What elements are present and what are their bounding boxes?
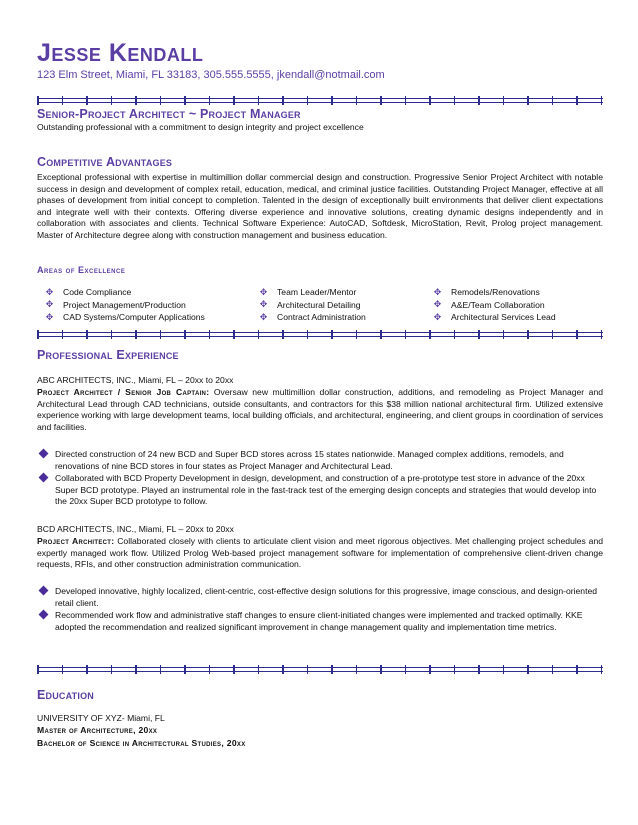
cross-ornament-icon: ✥ — [433, 299, 442, 310]
list-item: Directed construction of 24 new BCD and Super BCD stores across 15 states nationwide. Managed complex additions, remodels, and renovations of nine BCD stores in four states as Project Manager and Architectural Lead. — [37, 449, 603, 472]
diamond-bullet-icon — [39, 610, 49, 620]
rule-tick — [209, 96, 211, 105]
rule-tick — [552, 665, 554, 674]
education-degree-1: Master of Architecture, 20xx — [37, 725, 158, 735]
job-2-company: BCD ARCHITECTS, INC., Miami, FL – 20xx to 20xx — [37, 524, 234, 534]
rule-tick — [429, 96, 431, 105]
list-item: Recommended work flow and administrative staff changes to ensure client-initiated changes were implemented and tracked optimally. KKE adopted the recommendation and realized significant improvement in change management quality and implementation time metrics. — [37, 610, 603, 633]
area-item: ✥ Remodels/Renovations — [433, 286, 540, 298]
job-1-bullets — [37, 449, 603, 509]
rule-tick — [478, 665, 480, 674]
rule-tick — [233, 96, 235, 105]
rule-tick — [86, 96, 88, 105]
bottom-rule-ticks — [37, 665, 603, 675]
rule-tick — [576, 330, 578, 339]
rule-tick — [527, 96, 529, 105]
job-1-role: Project Architect / Senior Job Captain: — [37, 387, 210, 397]
rule-tick — [552, 96, 554, 105]
rule-tick — [331, 665, 333, 674]
rule-tick — [160, 96, 162, 105]
rule-tick — [307, 96, 309, 105]
areas-heading: Areas of Excellence — [37, 265, 126, 275]
rule-tick — [209, 665, 211, 674]
cross-ornament-icon: ✥ — [45, 299, 54, 310]
rule-tick — [307, 665, 309, 674]
rule-tick — [184, 665, 186, 674]
job-2-role: Project Architect: — [37, 536, 115, 546]
diamond-bullet-icon — [39, 586, 49, 596]
rule-tick — [576, 665, 578, 674]
rule-tick — [380, 96, 382, 105]
rule-tick — [576, 96, 578, 105]
advantages-heading: Competitive Advantages — [37, 155, 173, 169]
rule-tick — [86, 665, 88, 674]
rule-tick — [282, 665, 284, 674]
area-item: ✥ Team Leader/Mentor — [259, 286, 357, 298]
candidate-name: Jesse Kendall — [37, 39, 204, 67]
diamond-bullet-icon — [39, 473, 49, 483]
rule-tick — [331, 96, 333, 105]
rule-tick — [62, 330, 64, 339]
cross-ornament-icon: ✥ — [259, 311, 268, 322]
rule-tick — [503, 665, 505, 674]
cross-ornament-icon: ✥ — [259, 299, 268, 310]
rule-tick — [380, 665, 382, 674]
rule-tick — [356, 665, 358, 674]
cross-ornament-icon: ✥ — [45, 286, 54, 297]
area-item: ✥ Code Compliance — [45, 286, 132, 298]
rule-tick — [380, 330, 382, 339]
job-2-summary: Project Architect: Collaborated closely with clients to articulate client vision and meet rigorous objectives. Met challenging project schedules and expertly managed work flow. Utilized Prolog Web-based project management software for implementation of comprehensive client-driven change requests, RFIs, and other construction administration communication. — [37, 536, 604, 569]
rule-tick — [233, 665, 235, 674]
rule-tick — [356, 96, 358, 105]
rule-tick — [86, 330, 88, 339]
job-1-company: ABC ARCHITECTS, INC., Miami, FL – 20xx to 20xx — [37, 375, 234, 385]
rule-tick — [258, 96, 260, 105]
education-degree-2: Bachelor of Science in Architectural Studies, 20xx — [37, 738, 246, 748]
rule-tick — [37, 330, 39, 339]
list-item: Collaborated with BCD Property Development in design, development, and construction of a pre-prototype test store in advance of the 20xx Super BCD prototype. Played an instrumental role in the fast-track test of the emerging design concepts and strategies that would develop into the 20xx Super BCD prototype to follow. — [37, 473, 603, 508]
rule-tick — [356, 330, 358, 339]
rule-tick — [527, 665, 529, 674]
areas-column-3 — [433, 286, 556, 324]
area-item: ✥ Architectural Services Lead — [433, 311, 556, 323]
rule-tick — [62, 96, 64, 105]
rule-tick — [454, 330, 456, 339]
rule-tick — [405, 96, 407, 105]
rule-tick — [307, 330, 309, 339]
cross-ornament-icon: ✥ — [259, 286, 268, 297]
rule-tick — [37, 96, 39, 105]
advantages-body: Exceptional professional with expertise in multimillion dollar commercial design and construction. Progressive Senior Project Architect with notable success in design and development of complex retail, education, medical, and criminal justice facilities. Outstanding Project Manager, effective at all phases of development from initial concept to completion. Talented in the design of exceptionally built environments that deliver client expectations and integrate well with their contexts. Offering diverse experience and innovative solutions, creating dynamic designs independently and in collaboration with associates and clients. Technical Software Experience: AutoCAD, Softdesk, MicroStation, Revit, Prolog project management. Master of Architecture degree along with construction management and business education. — [37, 172, 603, 240]
rule-tick — [62, 665, 64, 674]
education-heading: Education — [37, 688, 94, 702]
rule-tick — [454, 96, 456, 105]
rule-tick — [454, 665, 456, 674]
rule-tick — [478, 96, 480, 105]
rule-tick — [601, 330, 603, 339]
area-item: ✥ A&E/Team Collaboration — [433, 299, 545, 310]
contact-line: 123 Elm Street, Miami, FL 33183, 305.555.5555, jkendall@notmail.com — [37, 69, 385, 81]
rule-tick — [258, 330, 260, 339]
rule-tick — [209, 330, 211, 339]
rule-tick — [258, 665, 260, 674]
job-2-bullets — [37, 586, 603, 634]
cross-ornament-icon: ✥ — [433, 311, 442, 322]
rule-tick — [282, 96, 284, 105]
areas-column-2 — [259, 286, 366, 324]
area-item: ✥ Project Management/Production — [45, 299, 186, 310]
rule-tick — [111, 96, 113, 105]
rule-tick — [429, 330, 431, 339]
area-item: ✥ CAD Systems/Computer Applications — [45, 311, 205, 323]
rule-tick — [503, 330, 505, 339]
diamond-bullet-icon — [39, 449, 49, 459]
rule-tick — [527, 330, 529, 339]
education-school: UNIVERSITY OF XYZ- Miami, FL — [37, 713, 165, 723]
cross-ornament-icon: ✥ — [45, 311, 54, 322]
rule-tick — [184, 96, 186, 105]
rule-tick — [37, 665, 39, 674]
rule-tick — [160, 330, 162, 339]
rule-tick — [135, 96, 137, 105]
area-item: ✥ Contract Administration — [259, 311, 366, 323]
top-rule-ticks — [37, 96, 603, 106]
rule-tick — [135, 665, 137, 674]
rule-tick — [111, 330, 113, 339]
rule-tick — [331, 330, 333, 339]
rule-tick — [429, 665, 431, 674]
rule-tick — [184, 330, 186, 339]
rule-tick — [135, 330, 137, 339]
rule-tick — [405, 665, 407, 674]
rule-tick — [503, 96, 505, 105]
rule-tick — [405, 330, 407, 339]
rule-tick — [478, 330, 480, 339]
areas-column-1 — [45, 286, 205, 324]
rule-tick — [552, 330, 554, 339]
list-item: Developed innovative, highly localized, client-centric, cost-effective design solutions for this progressive, image conscious, and design-oriented retail client. — [37, 586, 603, 609]
experience-heading: Professional Experience — [37, 348, 179, 362]
tagline: Outstanding professional with a commitment to design integrity and project excellence — [37, 122, 364, 132]
rule-tick — [160, 665, 162, 674]
rule-tick — [601, 96, 603, 105]
rule-tick — [282, 330, 284, 339]
middle-rule-ticks — [37, 330, 603, 340]
rule-tick — [601, 665, 603, 674]
area-item: ✥ Architectural Detailing — [259, 299, 361, 310]
rule-tick — [111, 665, 113, 674]
headline: Senior-Project Architect ~ Project Manager — [37, 107, 301, 121]
job-1-summary: Project Architect / Senior Job Captain: Oversaw new multimillion dollar construction, additions, and remodeling as Project Manager and Architectural Lead through CAD technicians, outside consultants, and contractors for this $38 million national architectural firm. Utilized extensive experience working with large development teams, local building officials, and architectural, engineering, and client groups in coordination of services and facilities. — [37, 387, 604, 432]
rule-tick — [233, 330, 235, 339]
cross-ornament-icon: ✥ — [433, 286, 442, 297]
